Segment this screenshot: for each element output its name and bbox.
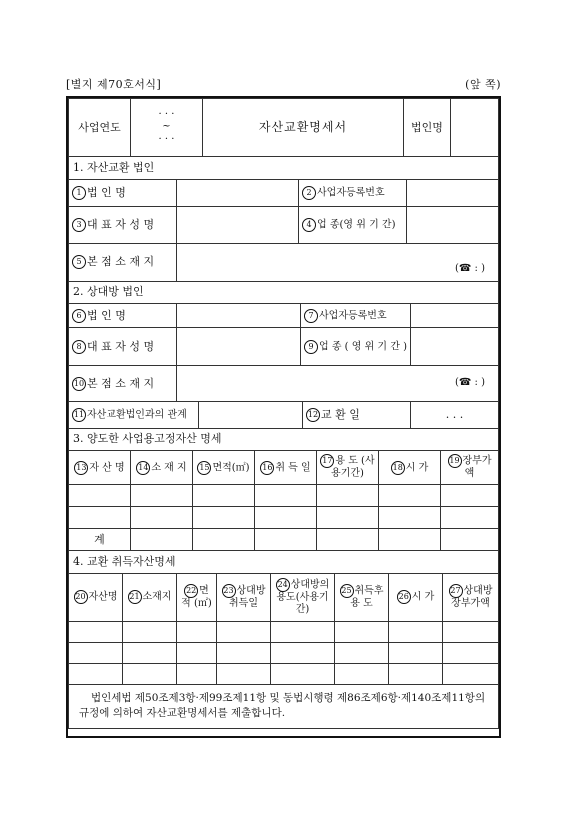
- business-year-label: 사업연도: [69, 99, 131, 157]
- industry-input-1[interactable]: [407, 206, 499, 243]
- rep-name-input-2[interactable]: [177, 328, 301, 366]
- s4-col-20: 20 자산명: [69, 573, 123, 621]
- table-cell[interactable]: [193, 485, 255, 507]
- legal-statement: 법인세법 제50조제3항·제99조제11항 및 동법시행령 제86조제6항·제140조제11항의 규정에 의하여 자산교환명세서를 제출합니다.: [69, 685, 499, 729]
- table-cell[interactable]: [379, 507, 441, 529]
- s3-col-14: 14 소 재 지: [131, 451, 193, 485]
- phone-field-2: (☎ : ): [455, 377, 485, 389]
- table-cell[interactable]: [443, 663, 499, 684]
- table-cell[interactable]: [69, 621, 123, 642]
- corp-name-label: 법인명: [404, 99, 451, 157]
- section-3-title: 3. 양도한 사업용고정자산 명세: [69, 429, 499, 451]
- corp-name-field[interactable]: [451, 99, 499, 157]
- s4-col-23: 23 상대방 취득일: [217, 573, 271, 621]
- section-2: [68, 282, 499, 403]
- section-3-header: [69, 451, 499, 485]
- s4-col-26: 26 시 가: [389, 573, 443, 621]
- table-cell[interactable]: [379, 485, 441, 507]
- table-cell[interactable]: [271, 621, 335, 642]
- footer-table: [68, 685, 499, 730]
- total-label: 계: [69, 529, 131, 551]
- table-cell[interactable]: [193, 507, 255, 529]
- table-row: [69, 621, 499, 642]
- section-1: [68, 157, 499, 282]
- relation-label: 11 자산교환법인과의 관계: [69, 402, 199, 428]
- business-year-field[interactable]: · · · ~ · · ·: [131, 99, 203, 157]
- s4-col-22: 22 면 적 (㎡): [177, 573, 217, 621]
- table-cell[interactable]: [389, 642, 443, 663]
- rep-name-input-1[interactable]: [177, 206, 299, 243]
- biz-reg-label-1: 2 사업자등록번호: [299, 179, 407, 206]
- hq-address-input-2[interactable]: [177, 366, 499, 402]
- corp-name-label-2: 6 법 인 명: [69, 304, 177, 328]
- table-cell[interactable]: [193, 529, 255, 551]
- table-cell[interactable]: [177, 663, 217, 684]
- table-cell[interactable]: [271, 663, 335, 684]
- table-cell[interactable]: [217, 663, 271, 684]
- section-4: [68, 551, 499, 685]
- s3-col-18: 18 시 가: [379, 451, 441, 485]
- table-cell[interactable]: [255, 485, 317, 507]
- s4-col-25: 25 취득후 용 도: [335, 573, 389, 621]
- table-cell[interactable]: [69, 485, 131, 507]
- table-cell[interactable]: [441, 529, 499, 551]
- table-row: [69, 642, 499, 663]
- table-cell[interactable]: [123, 663, 177, 684]
- table-cell[interactable]: [317, 507, 379, 529]
- s3-col-16: 16 취 득 일: [255, 451, 317, 485]
- s4-col-21: 21 소재지: [123, 573, 177, 621]
- s4-col-27: 27 상대방 장부가액: [443, 573, 499, 621]
- rep-name-label-1: 3 대 표 자 성 명: [69, 206, 177, 243]
- industry-label-2: 9 업 종 ( 영 위 기 간 ): [301, 328, 411, 366]
- table-cell[interactable]: [123, 621, 177, 642]
- title-table: [68, 98, 499, 157]
- table-cell[interactable]: [177, 642, 217, 663]
- table-cell[interactable]: [69, 507, 131, 529]
- section-3: [68, 429, 499, 552]
- rep-name-label-2: 8 대 표 자 성 명: [69, 328, 177, 366]
- s3-col-15: 15 면적(㎡): [193, 451, 255, 485]
- table-cell[interactable]: [335, 621, 389, 642]
- relation-input[interactable]: [199, 402, 303, 428]
- section-4-header: [69, 573, 499, 621]
- table-cell[interactable]: [389, 663, 443, 684]
- relation-row: [68, 402, 499, 429]
- table-cell[interactable]: [335, 663, 389, 684]
- section-4-title: 4. 교환 취득자산명세: [69, 551, 499, 573]
- corp-name-label-1: 1 법 인 명: [69, 179, 177, 206]
- biz-reg-input-2[interactable]: [411, 304, 499, 328]
- industry-input-2[interactable]: [411, 328, 499, 366]
- table-cell[interactable]: [131, 485, 193, 507]
- table-cell[interactable]: [217, 621, 271, 642]
- total-row: [69, 529, 499, 551]
- exchange-date-label: 12 교 환 일: [303, 402, 411, 428]
- table-row: [69, 663, 499, 684]
- hq-address-label-1: 5 본 점 소 재 지: [69, 243, 177, 281]
- table-cell[interactable]: [255, 507, 317, 529]
- table-cell[interactable]: [441, 485, 499, 507]
- form-frame: [66, 96, 501, 738]
- table-cell[interactable]: [317, 529, 379, 551]
- table-cell[interactable]: [177, 621, 217, 642]
- table-row: [69, 507, 499, 529]
- s3-col-19: 19 장부가액: [441, 451, 499, 485]
- table-cell[interactable]: [389, 621, 443, 642]
- industry-label-1: 4 업 종(영 위 기 간): [299, 206, 407, 243]
- s4-col-24: 24 상대방의 용도(사용기간): [271, 573, 335, 621]
- phone-field-1: (☎ : ): [455, 262, 485, 274]
- table-cell[interactable]: [271, 642, 335, 663]
- page-side: (앞 쪽): [465, 78, 501, 91]
- table-cell[interactable]: [69, 642, 123, 663]
- s3-col-17: 17 용 도 (사용기간): [317, 451, 379, 485]
- section-2-title: 2. 상대방 법인: [69, 282, 499, 304]
- biz-reg-label-2: 7 사업자등록번호: [301, 304, 411, 328]
- section-1-title: 1. 자산교환 법인: [69, 157, 499, 179]
- table-cell[interactable]: [131, 507, 193, 529]
- table-cell[interactable]: [441, 507, 499, 529]
- form-number: [별지 제70호서식]: [66, 78, 162, 91]
- biz-reg-input-1[interactable]: [407, 179, 499, 206]
- table-cell[interactable]: [217, 642, 271, 663]
- table-cell[interactable]: [379, 529, 441, 551]
- table-cell[interactable]: [131, 529, 193, 551]
- table-cell[interactable]: [443, 621, 499, 642]
- s3-col-13: 13 자 산 명: [69, 451, 131, 485]
- table-cell[interactable]: [69, 663, 123, 684]
- table-cell[interactable]: [255, 529, 317, 551]
- corp-name-input-1[interactable]: [177, 179, 299, 206]
- hq-address-input-1[interactable]: [177, 243, 499, 281]
- table-cell[interactable]: [123, 642, 177, 663]
- table-cell[interactable]: [443, 642, 499, 663]
- exchange-date-input[interactable]: . . .: [411, 402, 499, 428]
- table-cell[interactable]: [335, 642, 389, 663]
- form-title: 자산교환명세서: [203, 99, 404, 157]
- table-row: [69, 485, 499, 507]
- corp-name-input-2[interactable]: [177, 304, 301, 328]
- hq-address-label-2: 10 본 점 소 재 지: [69, 366, 177, 402]
- table-cell[interactable]: [317, 485, 379, 507]
